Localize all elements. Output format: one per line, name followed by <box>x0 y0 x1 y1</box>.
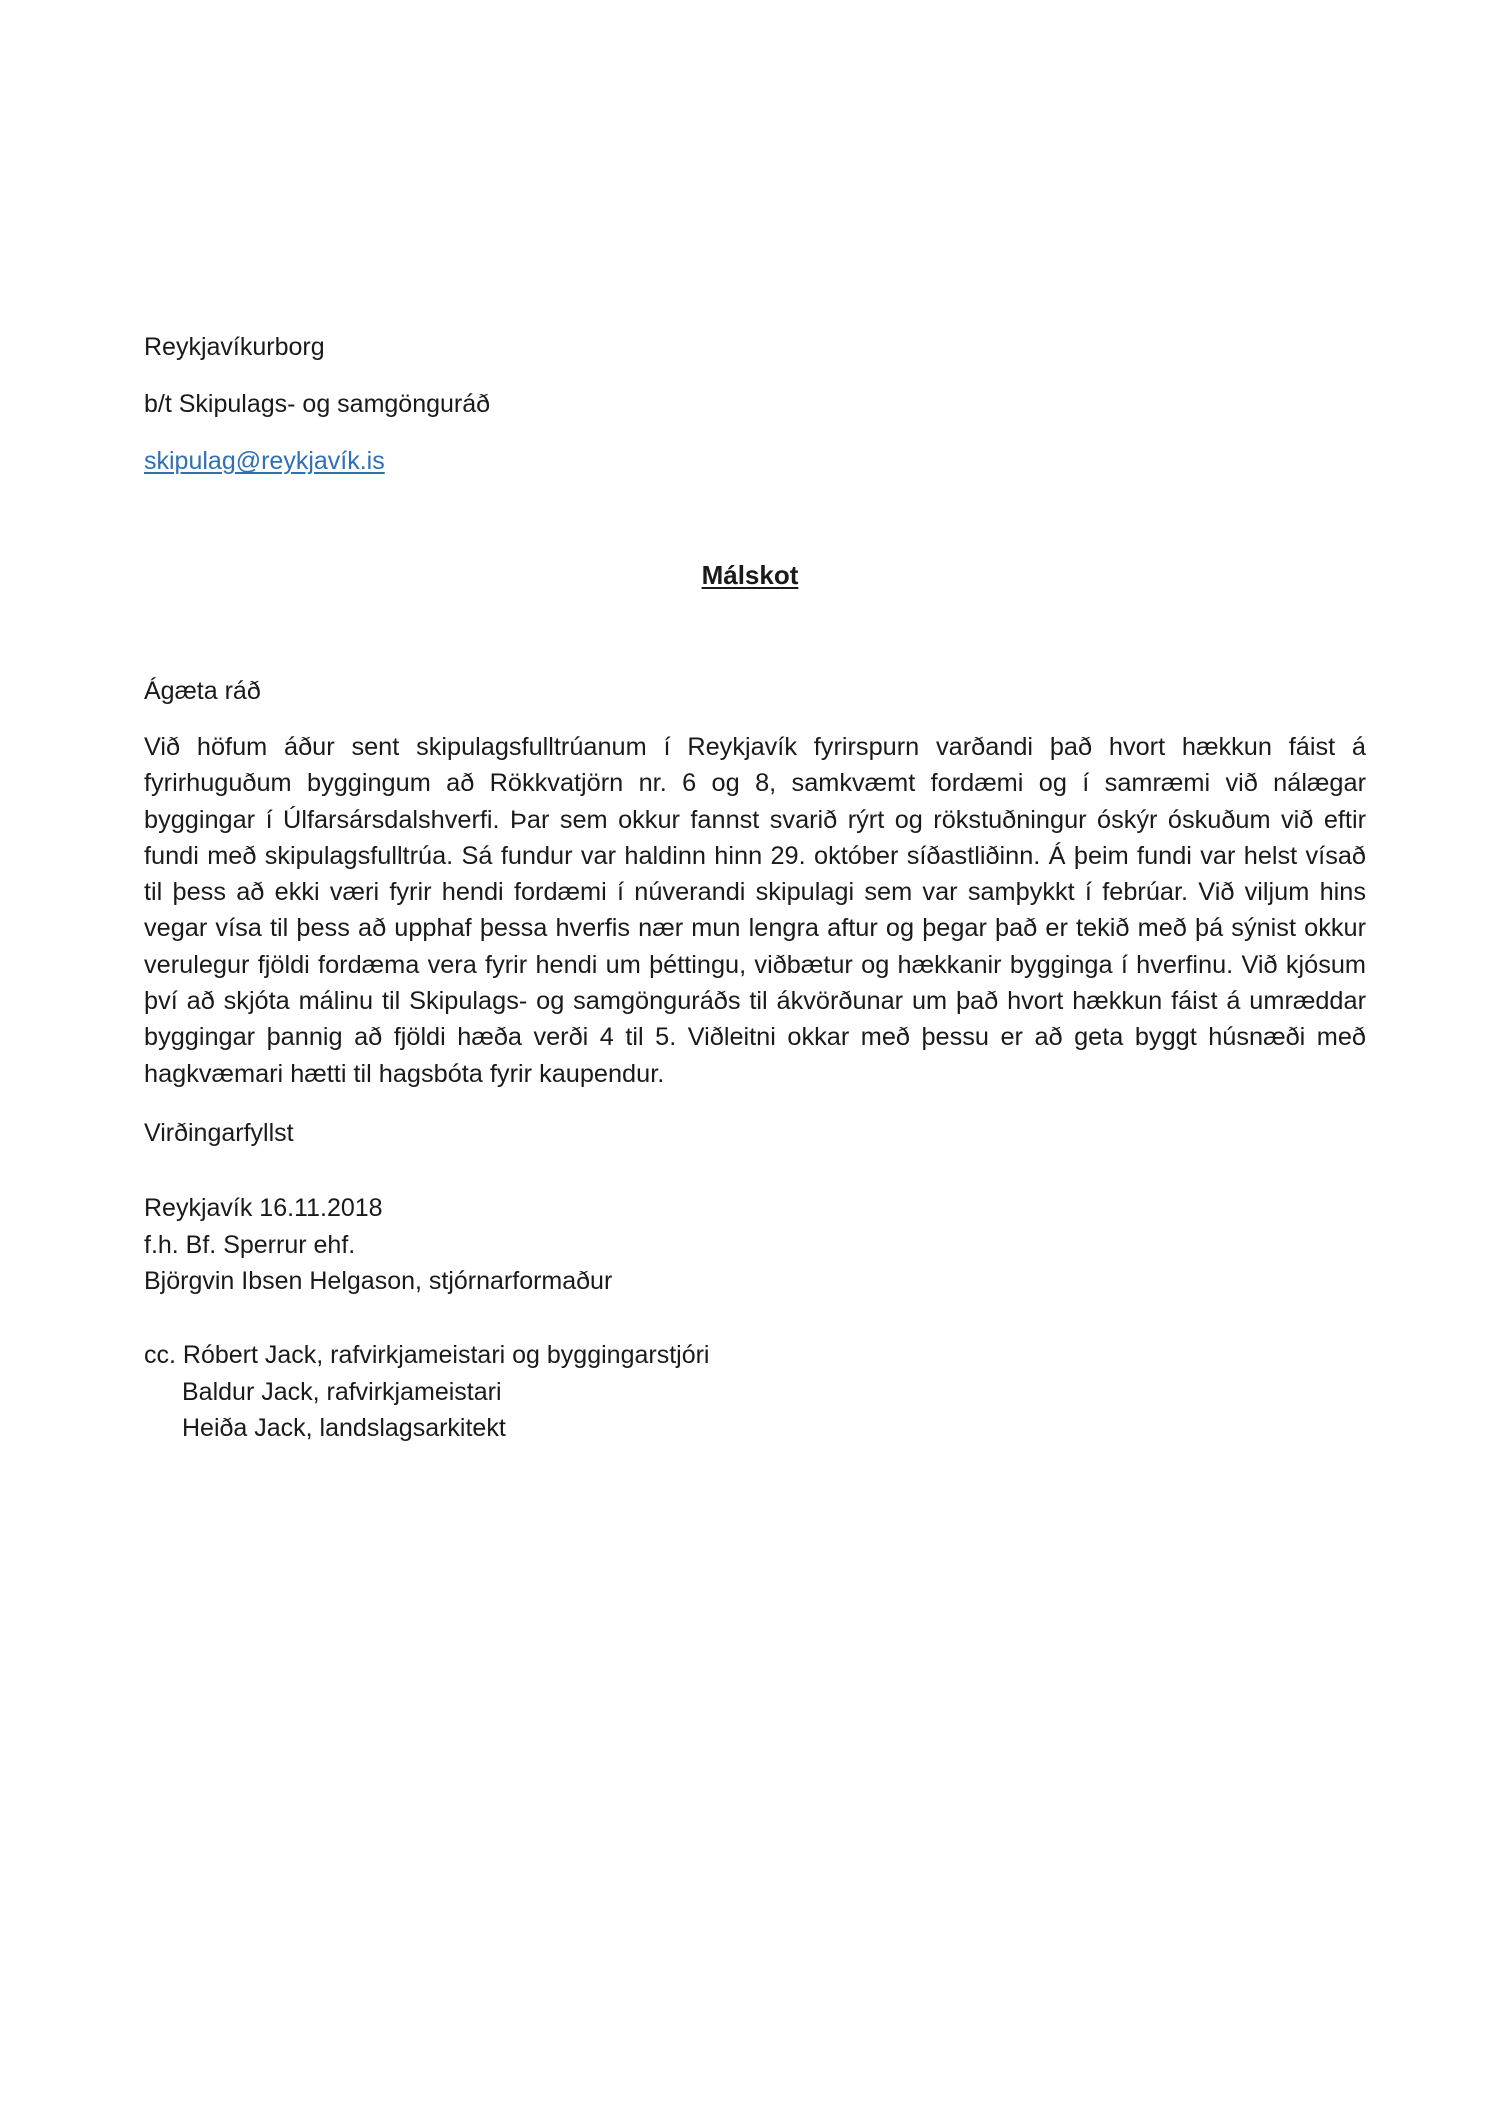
recipient-name: Reykjavíkurborg <box>144 333 325 361</box>
closing: Virðingarfyllst <box>144 1119 294 1147</box>
recipient-department: b/t Skipulags- og samgönguráð <box>144 390 491 418</box>
place-date: Reykjavík 16.11.2018 <box>144 1194 383 1222</box>
signer: Björgvin Ibsen Helgason, stjórnarformaður <box>144 1267 613 1295</box>
body-paragraph: Við höfum áður sent skipulagsfulltrúanum í Reykjavík fyrirspurn varðandi það hvort hækkun fáist á fyrirhuguðum byggingum að Rökkvatjörn nr. 6 og 8, samkvæmt fordæmi og í samræmi við nálægar byggingar í Úlfarsársdalshverfi. Þar sem okkur fannst svarið rýrt og rökstuðningur óskýr óskuðum við eftir fundi með skipulagsfulltrúa. Sá fundur var haldinn hinn 29. október síðastliðinn. Á þeim fundi var helst vísað til þess að ekki væri fyrir hendi fordæmi í núverandi skipulagi sem var samþykkt í febrúar. Við viljum hins vegar vísa til þess að upphaf þessa hverfis nær mun lengra aftur og þegar það er tekið með þá sýnist okkur verulegur fjöldi fordæma vera fyrir hendi um þéttingu, viðbætur og hækkanir bygginga í hverfinu. Við kjósum því að skjóta málinu til Skipulags- og samgönguráðs til ákvörðunar um það hvort hækkun fáist á umræddar byggingar þannig að fjöldi hæða verði 4 til 5. Viðleitni okkar með þessu er að geta byggt húsnæði með hagkvæmari hætti til hagsbóta fyrir kaupendur. <box>144 733 1366 1088</box>
greeting: Ágæta ráð <box>144 677 261 705</box>
cc-first-recipient: cc. Róbert Jack, rafvirkjameistari og byggingarstjóri <box>144 1341 710 1369</box>
cc-recipient: Baldur Jack, rafvirkjameistari <box>182 1378 502 1406</box>
cc-recipient: Heiða Jack, landslagsarkitekt <box>182 1414 506 1442</box>
recipient-email-link[interactable]: skipulag@reykjavík.is <box>144 447 385 475</box>
on-behalf: f.h. Bf. Sperrur ehf. <box>144 1231 356 1259</box>
letter-title: Málskot <box>701 560 799 590</box>
